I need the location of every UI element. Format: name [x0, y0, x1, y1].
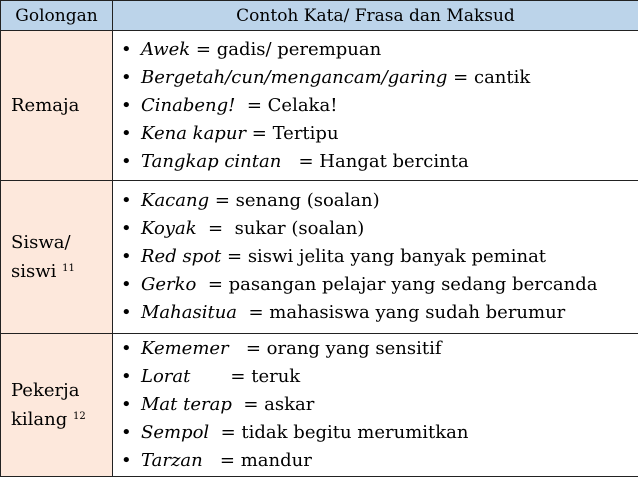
bullet-icon: •	[121, 302, 132, 323]
equals-sign: =	[209, 422, 242, 443]
footnote-ref: 12	[73, 410, 86, 422]
header-golongan: Golongan	[1, 1, 113, 31]
slang-meaning: mahasiswa yang sudah berumur	[269, 302, 566, 323]
bullet-icon: •	[121, 450, 132, 471]
group-row	[1, 181, 638, 334]
bullet-icon: •	[121, 94, 132, 116]
group-label	[1, 181, 113, 334]
equals-sign: =	[246, 122, 273, 144]
group-items	[113, 31, 638, 181]
slang-term: Lorat	[141, 366, 191, 387]
bullet-icon: •	[121, 150, 132, 172]
bullet-icon: •	[121, 366, 132, 387]
slang-meaning: Celaka!	[267, 94, 338, 116]
group-row	[1, 31, 638, 181]
list-item	[121, 148, 638, 176]
equals-sign: =	[196, 218, 235, 239]
equals-sign: =	[228, 338, 267, 359]
list-item	[121, 335, 638, 363]
slang-term: Kacang	[141, 190, 210, 211]
slang-term: Red spot	[141, 246, 222, 267]
slang-meaning: pasangan pelajar yang sedang bercanda	[228, 274, 598, 295]
list-item	[121, 391, 638, 419]
group-label	[1, 31, 113, 181]
table-body	[1, 31, 638, 477]
slang-term: Tangkap cintan	[141, 150, 282, 172]
equals-sign: =	[190, 366, 252, 387]
equals-sign: =	[190, 38, 217, 60]
slang-term: Awek	[141, 38, 191, 60]
header-row	[1, 1, 638, 31]
equals-sign: =	[231, 394, 265, 415]
group-items	[113, 334, 638, 477]
footnote-ref: 11	[62, 262, 75, 274]
slang-meaning: teruk	[251, 366, 301, 387]
slang-term: Kena kapur	[141, 122, 247, 144]
slang-meaning: sukar (soalan)	[234, 218, 365, 239]
bullet-icon: •	[121, 422, 132, 443]
slang-term: Cinabeng!	[141, 94, 236, 116]
equals-sign: =	[281, 150, 320, 172]
slang-meaning: askar	[264, 394, 315, 415]
bullet-icon: •	[121, 66, 132, 88]
equals-sign: =	[202, 450, 241, 471]
slang-meaning: mandur	[240, 450, 312, 471]
slang-meaning: cantik	[473, 66, 531, 88]
equals-sign: =	[196, 274, 229, 295]
slang-meaning: orang yang sensitif	[266, 338, 442, 359]
list-item	[121, 64, 638, 92]
list-item	[121, 215, 638, 243]
equals-sign: =	[235, 94, 268, 116]
slang-meaning: senang (soalan)	[235, 190, 380, 211]
bullet-icon: •	[121, 246, 132, 267]
group-label-line1: Remaja	[11, 94, 80, 116]
list-item	[121, 243, 638, 271]
bullet-icon: •	[121, 394, 132, 415]
slang-term: Gerko	[141, 274, 197, 295]
list-item	[121, 120, 638, 148]
slang-meaning: Hangat bercinta	[319, 150, 469, 172]
equals-sign: =	[237, 302, 270, 323]
slang-term: Tarzan	[141, 450, 203, 471]
group-label-line1: Pekerja	[11, 379, 80, 401]
bullet-icon: •	[121, 122, 132, 144]
list-item	[121, 363, 638, 391]
list-item	[121, 36, 638, 64]
list-item	[121, 299, 638, 327]
list-item	[121, 447, 638, 475]
equals-sign: =	[221, 246, 248, 267]
slang-term: Kememer	[141, 338, 229, 359]
group-label-line1: Siswa/	[11, 231, 71, 253]
slang-term: Mahasitua	[141, 302, 238, 323]
list-item	[121, 92, 638, 120]
header-contoh: Contoh Kata/ Frasa dan Maksud	[113, 1, 638, 31]
list-item	[121, 271, 638, 299]
slang-term: Mat terap	[141, 394, 232, 415]
slang-meaning: gadis/ perempuan	[216, 38, 382, 60]
slang-meaning: siswi jelita yang banyak peminat	[247, 246, 547, 267]
group-label-line2: siswi	[11, 260, 57, 282]
bullet-icon: •	[121, 274, 132, 295]
bullet-icon: •	[121, 218, 132, 239]
equals-sign: =	[209, 190, 236, 211]
bullet-icon: •	[121, 338, 132, 359]
slang-term: Bergetah/cun/mengancam/garing	[141, 66, 448, 88]
list-item	[121, 419, 638, 447]
group-items	[113, 181, 638, 334]
list-item	[121, 187, 638, 215]
group-label-line2: kilang	[11, 408, 68, 430]
slang-meaning: Tertipu	[272, 122, 339, 144]
group-label	[1, 334, 113, 477]
equals-sign: =	[447, 66, 474, 88]
slang-term: Koyak	[141, 218, 197, 239]
slang-meaning: tidak begitu merumitkan	[241, 422, 469, 443]
bullet-icon: •	[121, 38, 132, 60]
group-row	[1, 334, 638, 477]
slang-term: Sempol	[141, 422, 210, 443]
bullet-icon: •	[121, 190, 132, 211]
